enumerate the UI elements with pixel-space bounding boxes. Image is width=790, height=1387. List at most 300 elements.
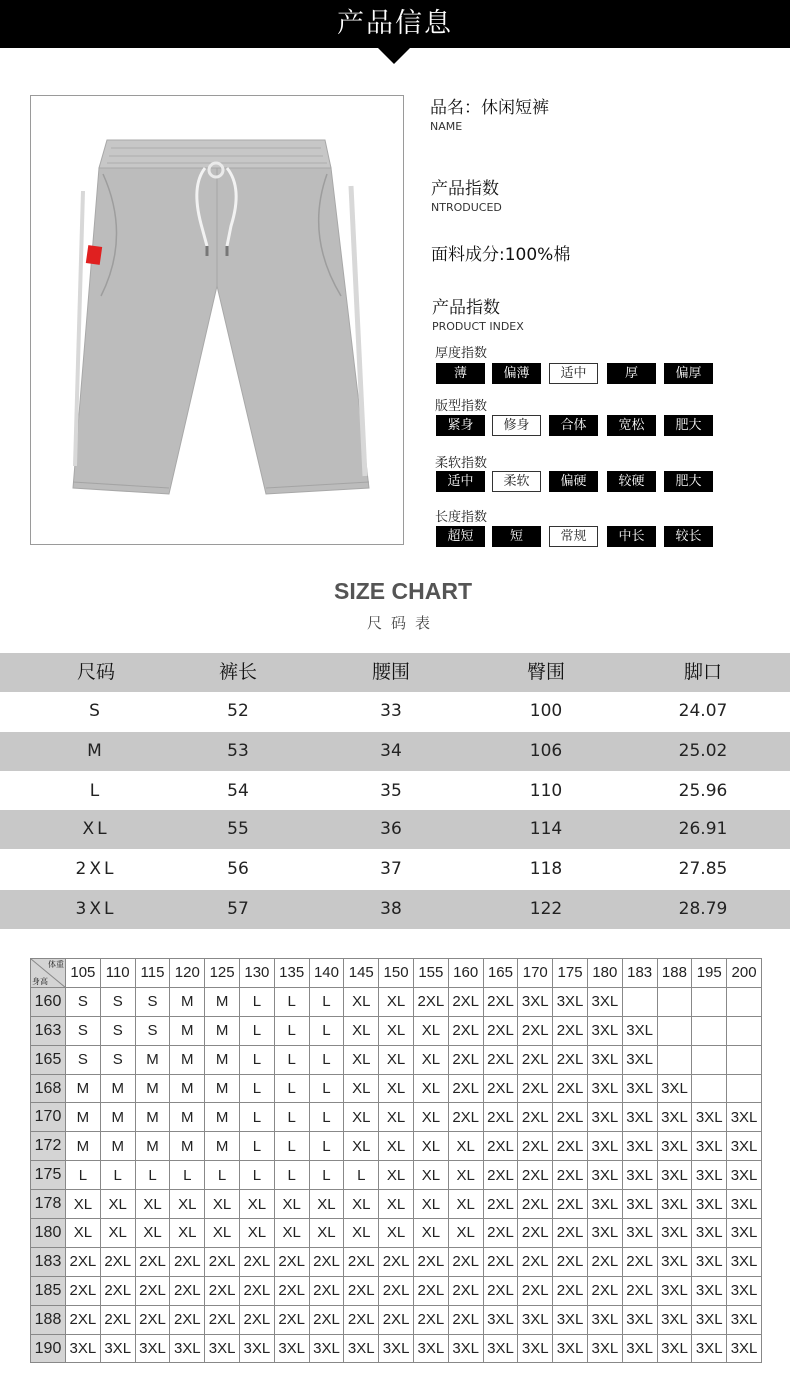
size-recommendation-cell: XL	[413, 1074, 448, 1103]
size-recommendation-cell: XL	[170, 1190, 205, 1219]
size-recommendation-cell: 3XL	[727, 1190, 762, 1219]
index-section	[432, 293, 524, 333]
size-recommendation-cell: 3XL	[553, 1305, 588, 1334]
size-chart-title: SIZE CHART	[334, 578, 472, 604]
size-recommendation-cell: 3XL	[135, 1334, 170, 1363]
name-subtitle: NAME	[430, 120, 463, 133]
size-recommendation-cell: 3XL	[274, 1334, 309, 1363]
size-recommendation-cell: 2XL	[483, 1219, 518, 1248]
size-cell: 2XL	[75, 859, 117, 879]
size-recommendation-cell: 2XL	[170, 1247, 205, 1276]
size-recommendation-cell: 3XL	[657, 1103, 692, 1132]
fabric-info: 面料成分:100%棉	[431, 245, 571, 265]
size-recommendation-cell: 3XL	[518, 1305, 553, 1334]
size-recommendation-cell: L	[274, 1103, 309, 1132]
size-recommendation-cell: L	[66, 1161, 101, 1190]
size-recommendation-cell: XL	[344, 1074, 379, 1103]
size-recommendation-cell: 2XL	[553, 1247, 588, 1276]
size-recommendation-cell: 2XL	[239, 1305, 274, 1334]
size-cell: 37	[380, 859, 402, 879]
size-recommendation-cell: S	[100, 1016, 135, 1045]
size-recommendation-cell: 3XL	[657, 1132, 692, 1161]
size-recommendation-cell: 3XL	[692, 1103, 727, 1132]
size-recommendation-cell: 3XL	[727, 1132, 762, 1161]
size-recommendation-cell: 2XL	[553, 1219, 588, 1248]
size-recommendation-cell: 2XL	[483, 1103, 518, 1132]
header-corner	[31, 959, 66, 988]
size-recommendation-cell: 2XL	[448, 1045, 483, 1074]
size-table-row	[0, 850, 790, 889]
size-recommendation-cell: 2XL	[518, 1161, 553, 1190]
size-cell: 55	[227, 819, 249, 839]
size-recommendation-cell: 3XL	[622, 1334, 657, 1363]
size-recommendation-cell: L	[309, 1045, 344, 1074]
size-recommendation-cell: 2XL	[518, 1103, 553, 1132]
weight-header-cell: 175	[553, 959, 588, 988]
size-header-cell: 尺码	[76, 661, 115, 683]
size-recommendation-cell: 2XL	[518, 1190, 553, 1219]
size-recommendation-cell: 3XL	[518, 987, 553, 1016]
size-recommendation-cell: 3XL	[170, 1334, 205, 1363]
height-row	[31, 1045, 762, 1074]
size-recommendation-cell: XL	[274, 1190, 309, 1219]
index-option: 肥大	[664, 415, 713, 436]
size-cell: 36	[380, 819, 402, 839]
size-recommendation-cell: M	[135, 1103, 170, 1132]
size-recommendation-cell: L	[274, 987, 309, 1016]
size-recommendation-cell: 2XL	[448, 1305, 483, 1334]
size-recommendation-cell: XL	[379, 1074, 414, 1103]
size-recommendation-cell: 2XL	[344, 1247, 379, 1276]
size-cell: 52	[227, 701, 249, 721]
size-recommendation-cell: 3XL	[727, 1276, 762, 1305]
size-recommendation-cell: L	[309, 1161, 344, 1190]
size-recommendation-cell: M	[205, 1045, 240, 1074]
size-recommendation-cell: XL	[309, 1219, 344, 1248]
size-recommendation-cell: S	[66, 987, 101, 1016]
size-recommendation-cell: XL	[100, 1190, 135, 1219]
size-recommendation-cell: 2XL	[413, 987, 448, 1016]
size-recommendation-cell: S	[135, 987, 170, 1016]
index-option: 修身	[492, 415, 541, 436]
size-cell: 26.91	[678, 819, 728, 839]
size-recommendation-cell: XL	[66, 1190, 101, 1219]
size-recommendation-cell: 2XL	[309, 1276, 344, 1305]
size-recommendation-cell: 3XL	[622, 1045, 657, 1074]
size-recommendation-cell: M	[100, 1074, 135, 1103]
index-label: 长度指数	[435, 510, 488, 525]
size-recommendation-cell: 2XL	[448, 1247, 483, 1276]
size-recommendation-cell: 2XL	[553, 1103, 588, 1132]
size-table-row	[0, 890, 790, 929]
index-option: 短	[492, 526, 541, 547]
size-recommendation-cell: 2XL	[274, 1247, 309, 1276]
size-recommendation-cell: 3XL	[587, 1074, 622, 1103]
size-table-row	[0, 772, 790, 811]
size-recommendation-cell: 2XL	[379, 1276, 414, 1305]
size-recommendation-cell	[692, 1045, 727, 1074]
height-row	[31, 1219, 762, 1248]
size-recommendation-cell: 2XL	[553, 1190, 588, 1219]
size-recommendation-cell: XL	[205, 1190, 240, 1219]
size-recommendation-cell: 3XL	[553, 1334, 588, 1363]
size-recommendation-cell: 2XL	[518, 1016, 553, 1045]
size-recommendation-cell: XL	[379, 1190, 414, 1219]
size-recommendation-cell: XL	[448, 1161, 483, 1190]
size-recommendation-cell: 3XL	[587, 1161, 622, 1190]
size-recommendation-cell: 3XL	[657, 1161, 692, 1190]
size-recommendation-cell: 2XL	[518, 1276, 553, 1305]
size-recommendation-cell: 2XL	[379, 1305, 414, 1334]
index-option: 偏薄	[492, 363, 541, 384]
size-recommendation-cell: 2XL	[518, 1045, 553, 1074]
weight-header-cell: 195	[692, 959, 727, 988]
size-recommendation-cell: 2XL	[170, 1305, 205, 1334]
size-recommendation-cell: M	[205, 987, 240, 1016]
size-recommendation-cell: 2XL	[483, 1190, 518, 1219]
size-recommendation-cell: 2XL	[344, 1276, 379, 1305]
index-option: 肥大	[664, 471, 713, 492]
height-row	[31, 1305, 762, 1334]
size-recommendation-cell: 2XL	[483, 1132, 518, 1161]
size-header-cell: 裤长	[218, 661, 257, 683]
size-recommendation-cell: 2XL	[274, 1305, 309, 1334]
size-recommendation-cell: 2XL	[622, 1247, 657, 1276]
size-recommendation-cell: 3XL	[692, 1132, 727, 1161]
size-recommendation-cell: 2XL	[448, 1074, 483, 1103]
size-recommendation-cell: 2XL	[309, 1247, 344, 1276]
size-recommendation-cell: 3XL	[657, 1074, 692, 1103]
size-recommendation-cell: XL	[379, 1016, 414, 1045]
size-recommendation-cell: 2XL	[553, 1074, 588, 1103]
size-chart-subtitle: 尺码表	[366, 614, 439, 632]
size-recommendation-cell: M	[170, 987, 205, 1016]
size-recommendation-cell: 2XL	[135, 1276, 170, 1305]
size-cell: 54	[227, 781, 249, 801]
size-recommendation-cell: XL	[344, 1016, 379, 1045]
size-cell: L	[89, 781, 103, 801]
size-recommendation-cell	[727, 1045, 762, 1074]
size-recommendation-cell: 3XL	[66, 1334, 101, 1363]
size-recommendation-cell: S	[66, 1045, 101, 1074]
size-recommendation-cell: 3XL	[727, 1103, 762, 1132]
index-option: 超短	[436, 526, 485, 547]
weight-header-cell: 125	[205, 959, 240, 988]
height-cell: 175	[31, 1161, 66, 1190]
weight-header-cell: 180	[587, 959, 622, 988]
size-recommendation-cell	[657, 1045, 692, 1074]
weight-header-cell: 150	[379, 959, 414, 988]
size-recommendation-cell: 3XL	[657, 1305, 692, 1334]
size-recommendation-cell: XL	[413, 1016, 448, 1045]
size-recommendation-cell: 2XL	[518, 1074, 553, 1103]
size-recommendation-cell: M	[170, 1074, 205, 1103]
height-cell: 178	[31, 1190, 66, 1219]
size-recommendation-cell: XL	[135, 1219, 170, 1248]
size-recommendation-cell: XL	[239, 1190, 274, 1219]
size-cell: 100	[529, 701, 563, 721]
size-recommendation-cell: XL	[448, 1190, 483, 1219]
size-header-cell: 臀围	[526, 661, 565, 683]
size-recommendation-cell: XL	[135, 1190, 170, 1219]
corner-weight-label: 体重	[48, 960, 64, 969]
index-label: 柔软指数	[435, 456, 488, 471]
size-header-cell: 腰围	[371, 661, 410, 683]
height-cell: 188	[31, 1305, 66, 1334]
height-weight-table	[30, 958, 762, 1363]
size-recommendation-cell: L	[239, 1074, 274, 1103]
size-recommendation-cell: 3XL	[553, 987, 588, 1016]
weight-header-cell: 160	[448, 959, 483, 988]
index-option: 柔软	[492, 471, 541, 492]
intro-subtitle: NTRODUCED	[431, 201, 502, 214]
size-cell: 25.96	[678, 781, 728, 801]
size-cell: 106	[529, 741, 563, 761]
size-recommendation-cell: S	[100, 987, 135, 1016]
height-row	[31, 1247, 762, 1276]
size-recommendation-cell: XL	[448, 1132, 483, 1161]
index-subtitle: PRODUCT INDEX	[432, 320, 524, 333]
weight-header-row	[31, 959, 762, 988]
size-recommendation-cell: 3XL	[622, 1016, 657, 1045]
size-recommendation-cell: XL	[344, 1219, 379, 1248]
size-recommendation-cell: M	[205, 1103, 240, 1132]
size-recommendation-cell: 2XL	[553, 1132, 588, 1161]
size-cell: M	[87, 741, 105, 761]
size-recommendation-cell: XL	[170, 1219, 205, 1248]
size-recommendation-cell: 3XL	[483, 1334, 518, 1363]
size-table-row	[0, 692, 790, 731]
size-recommendation-cell: 3XL	[622, 1161, 657, 1190]
size-recommendation-cell: 2XL	[100, 1305, 135, 1334]
weight-header-cell: 110	[100, 959, 135, 988]
size-recommendation-cell: 2XL	[448, 1276, 483, 1305]
size-recommendation-cell: 2XL	[379, 1247, 414, 1276]
size-recommendation-cell: 3XL	[205, 1334, 240, 1363]
size-recommendation-cell: 3XL	[622, 1103, 657, 1132]
size-cell: 56	[227, 859, 249, 879]
size-header-cell: 脚口	[683, 661, 722, 683]
size-recommendation-cell: 3XL	[587, 1219, 622, 1248]
size-cell: 3XL	[75, 899, 117, 919]
size-cell: 34	[380, 741, 402, 761]
height-cell: 168	[31, 1074, 66, 1103]
height-row	[31, 1132, 762, 1161]
name-title: 品名：休闲短裤	[430, 98, 549, 118]
size-recommendation-cell: 2XL	[135, 1247, 170, 1276]
size-table-row	[0, 732, 790, 771]
size-recommendation-cell	[692, 987, 727, 1016]
height-row	[31, 1190, 762, 1219]
size-recommendation-cell: L	[344, 1161, 379, 1190]
size-recommendation-cell: M	[170, 1132, 205, 1161]
height-cell: 185	[31, 1276, 66, 1305]
size-recommendation-cell: 3XL	[657, 1247, 692, 1276]
size-recommendation-cell: 3XL	[727, 1247, 762, 1276]
size-recommendation-cell: 3XL	[657, 1334, 692, 1363]
size-recommendation-cell: 2XL	[448, 1103, 483, 1132]
size-recommendation-cell: L	[239, 1132, 274, 1161]
size-recommendation-cell: XL	[413, 1103, 448, 1132]
size-recommendation-cell: 3XL	[239, 1334, 274, 1363]
index-option: 中长	[607, 526, 656, 547]
size-recommendation-cell: 3XL	[657, 1219, 692, 1248]
size-recommendation-cell: 3XL	[622, 1219, 657, 1248]
size-recommendation-cell: L	[309, 1074, 344, 1103]
size-recommendation-cell: 2XL	[518, 1247, 553, 1276]
size-recommendation-cell: 3XL	[587, 1305, 622, 1334]
weight-header-cell: 145	[344, 959, 379, 988]
weight-header-cell: 130	[239, 959, 274, 988]
size-recommendation-cell: 2XL	[205, 1305, 240, 1334]
index-option: 偏硬	[549, 471, 598, 492]
size-recommendation-cell: 2XL	[135, 1305, 170, 1334]
size-cell: XL	[82, 819, 110, 839]
size-recommendation-cell: 2XL	[413, 1305, 448, 1334]
page-title: 产品信息	[337, 8, 453, 39]
size-recommendation-cell: L	[309, 1016, 344, 1045]
size-recommendation-cell: 3XL	[727, 1219, 762, 1248]
height-row	[31, 1276, 762, 1305]
size-recommendation-cell: 3XL	[692, 1161, 727, 1190]
height-cell: 183	[31, 1247, 66, 1276]
size-recommendation-cell: XL	[413, 1190, 448, 1219]
size-recommendation-cell: 3XL	[727, 1161, 762, 1190]
size-recommendation-cell: XL	[344, 1132, 379, 1161]
size-cell: 24.07	[678, 701, 728, 721]
size-recommendation-cell: 3XL	[622, 1074, 657, 1103]
size-recommendation-cell: 3XL	[413, 1334, 448, 1363]
size-recommendation-cell: 3XL	[692, 1247, 727, 1276]
size-recommendation-cell: 2XL	[483, 1074, 518, 1103]
size-cell: 118	[529, 859, 563, 879]
size-recommendation-cell: L	[274, 1016, 309, 1045]
weight-header-cell: 135	[274, 959, 309, 988]
index-option: 厚	[607, 363, 656, 384]
intro-title: 产品指数	[431, 179, 499, 199]
size-recommendation-cell: 2XL	[205, 1276, 240, 1305]
size-recommendation-cell: L	[309, 1103, 344, 1132]
size-recommendation-cell	[692, 1016, 727, 1045]
size-cell: 27.85	[678, 859, 728, 879]
size-cell: 122	[529, 899, 563, 919]
size-recommendation-cell: M	[66, 1103, 101, 1132]
size-recommendation-cell: XL	[309, 1190, 344, 1219]
size-recommendation-cell: M	[170, 1103, 205, 1132]
size-recommendation-cell	[657, 1016, 692, 1045]
size-recommendation-cell: 2XL	[553, 1045, 588, 1074]
size-recommendation-cell: 2XL	[587, 1276, 622, 1305]
size-recommendation-cell: L	[239, 987, 274, 1016]
weight-header-cell: 165	[483, 959, 518, 988]
index-option: 常规	[549, 526, 598, 547]
index-option: 合体	[549, 415, 598, 436]
size-recommendation-cell: XL	[344, 1103, 379, 1132]
size-recommendation-cell: L	[274, 1074, 309, 1103]
size-cell: S	[89, 701, 103, 721]
size-recommendation-cell: XL	[413, 1219, 448, 1248]
size-recommendation-cell: M	[135, 1045, 170, 1074]
size-recommendation-cell: XL	[379, 1219, 414, 1248]
size-recommendation-cell: 3XL	[448, 1334, 483, 1363]
height-cell: 180	[31, 1219, 66, 1248]
size-cell: 110	[529, 781, 563, 801]
size-recommendation-cell: 3XL	[587, 1334, 622, 1363]
size-recommendation-cell: L	[239, 1161, 274, 1190]
weight-header-cell: 155	[413, 959, 448, 988]
size-recommendation-cell: 2XL	[587, 1247, 622, 1276]
size-recommendation-cell: XL	[379, 987, 414, 1016]
intro-section	[431, 174, 502, 214]
height-cell: 165	[31, 1045, 66, 1074]
index-option: 偏厚	[664, 363, 713, 384]
size-recommendation-cell: 2XL	[100, 1247, 135, 1276]
size-recommendation-cell: XL	[379, 1103, 414, 1132]
size-recommendation-cell: S	[100, 1045, 135, 1074]
size-recommendation-cell: 3XL	[692, 1276, 727, 1305]
size-recommendation-cell: XL	[413, 1132, 448, 1161]
size-recommendation-cell: 3XL	[692, 1190, 727, 1219]
index-option: 较长	[664, 526, 713, 547]
height-cell: 190	[31, 1334, 66, 1363]
weight-header-cell: 170	[518, 959, 553, 988]
size-recommendation-cell: 2XL	[553, 1161, 588, 1190]
size-recommendation-cell: 3XL	[692, 1219, 727, 1248]
weight-header-cell: 188	[657, 959, 692, 988]
size-recommendation-cell	[727, 1074, 762, 1103]
size-recommendation-cell: M	[205, 1074, 240, 1103]
size-recommendation-cell: 3XL	[309, 1334, 344, 1363]
size-recommendation-cell: 3XL	[587, 1016, 622, 1045]
height-row	[31, 1074, 762, 1103]
height-row	[31, 1016, 762, 1045]
size-recommendation-cell: 3XL	[692, 1305, 727, 1334]
index-title: 产品指数	[432, 298, 500, 318]
size-recommendation-cell: 3XL	[518, 1334, 553, 1363]
size-recommendation-cell: L	[309, 987, 344, 1016]
size-recommendation-cell: XL	[239, 1219, 274, 1248]
size-recommendation-cell	[727, 987, 762, 1016]
weight-header-cell: 140	[309, 959, 344, 988]
size-recommendation-cell: 3XL	[727, 1334, 762, 1363]
size-recommendation-cell: XL	[274, 1219, 309, 1248]
size-recommendation-cell: S	[135, 1016, 170, 1045]
weight-header-cell: 115	[135, 959, 170, 988]
size-recommendation-cell: L	[309, 1132, 344, 1161]
size-cell: 53	[227, 741, 249, 761]
size-recommendation-cell: 3XL	[100, 1334, 135, 1363]
size-recommendation-cell: 2XL	[553, 1016, 588, 1045]
height-cell: 160	[31, 987, 66, 1016]
weight-header-cell: 200	[727, 959, 762, 988]
size-recommendation-cell: 3XL	[727, 1305, 762, 1334]
size-recommendation-cell: 2XL	[622, 1276, 657, 1305]
size-recommendation-cell: XL	[205, 1219, 240, 1248]
size-recommendation-cell: 3XL	[587, 987, 622, 1016]
size-recommendation-cell: XL	[413, 1161, 448, 1190]
size-recommendation-cell: L	[205, 1161, 240, 1190]
size-recommendation-cell: M	[205, 1016, 240, 1045]
index-option: 宽松	[607, 415, 656, 436]
index-option: 较硬	[607, 471, 656, 492]
size-recommendation-cell: 2XL	[518, 1132, 553, 1161]
size-recommendation-cell: 2XL	[483, 1016, 518, 1045]
size-table-row	[0, 810, 790, 849]
size-recommendation-cell: 2XL	[518, 1219, 553, 1248]
size-recommendation-cell: XL	[379, 1045, 414, 1074]
height-row	[31, 1334, 762, 1363]
size-recommendation-cell: 3XL	[657, 1276, 692, 1305]
